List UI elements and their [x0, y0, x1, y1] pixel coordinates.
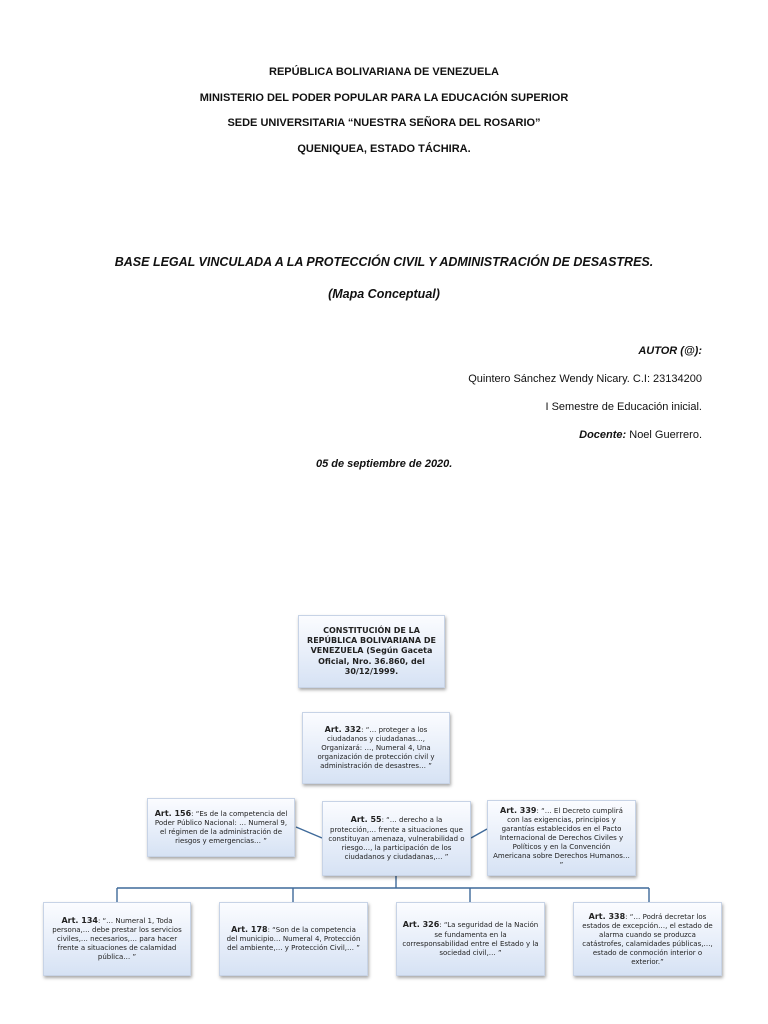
- constitution-text: CONSTITUCIÓN DE LA REPÚBLICA BOLIVARIANA DE VENEZUELA (Según Gaceta Oficial, Nro. 36.860, del 30/12/1999.: [307, 625, 436, 676]
- art-55-text: : “… derecho a la protección,… frente a situaciones que constituyan amenaza, vulnerabilidad o riesgo…, la participación de los ciudadanos y ciudadanas,… ”: [328, 816, 465, 861]
- map-node-art-156: [147, 798, 295, 857]
- author-label: AUTOR (@):: [638, 345, 702, 357]
- connector-55-339: [471, 829, 487, 838]
- connector-156-55: [296, 827, 322, 838]
- map-node-art-339: [487, 800, 636, 876]
- document-subtitle: (Mapa Conceptual): [328, 287, 440, 301]
- art-156-text: : “Es de la competencia del Poder Público Nacional: … Numeral 9, el régimen de la administración de riesgos y emergencias… ”: [154, 809, 288, 846]
- art-326-text: : “La seguridad de la Nación se fundamenta en la corresponsabilidad entre el Estado y la sociedad civil,… ”: [402, 921, 539, 957]
- map-node-art-55: [322, 801, 471, 876]
- art-134-text: : “… Numeral 1, Toda persona,… debe prestar los servicios civiles,… necesarios,… para hacer frente a situaciones de calamidad pública… ”: [52, 916, 182, 962]
- header-line-1: REPÚBLICA BOLIVARIANA DE VENEZUELA: [269, 66, 499, 78]
- teacher-label: Docente:: [579, 429, 627, 441]
- art-332-text: : “… proteger a los ciudadanos y ciudadanas…, Organizará: …, Numeral 4, Una organización de protección civil y administración de desastres… ”: [317, 725, 435, 771]
- map-node-art-332: [302, 712, 450, 784]
- header-line-4: QUENIQUEA, ESTADO TÁCHIRA.: [297, 143, 471, 155]
- art-156-label: Art. 156: [154, 808, 192, 818]
- art-134-label: Art. 134: [61, 915, 98, 925]
- map-node-art-338: [573, 902, 722, 976]
- header-line-3: SEDE UNIVERSITARIA “NUESTRA SEÑORA DEL ROSARIO”: [227, 117, 541, 129]
- map-node-art-326: [396, 902, 545, 976]
- author-name: Quintero Sánchez Wendy Nicary. C.I: 23134200: [468, 373, 702, 385]
- map-node-art-134: [43, 902, 191, 976]
- document-title: BASE LEGAL VINCULADA A LA PROTECCIÓN CIVIL Y ADMINISTRACIÓN DE DESASTRES.: [114, 255, 654, 269]
- art-178-text: : “Son de la competencia del municipio… Numeral 4, Protección del ambiente,… y Protección Civil,… ”: [226, 925, 361, 953]
- art-338-text: : “… Podrá decretar los estados de excepción…, el estado de alarma cuando se produzca catástrofes, calamidades públicas,…, estado de conmoción interior o exterior.”: [582, 912, 713, 966]
- art-338-label: Art. 338: [588, 911, 626, 921]
- teacher-name: Noel Guerrero.: [626, 429, 702, 441]
- map-node-art-178: [219, 902, 368, 976]
- header-line-2: MINISTERIO DEL PODER POPULAR PARA LA EDUCACIÓN SUPERIOR: [199, 92, 569, 104]
- author-semester: I Semestre de Educación inicial.: [545, 401, 702, 413]
- art-339-label: Art. 339: [500, 806, 537, 816]
- art-178-label: Art. 178: [231, 924, 268, 934]
- map-node-constitution: [298, 615, 445, 688]
- document-date: 05 de septiembre de 2020.: [316, 458, 453, 470]
- art-55-label: Art. 55: [350, 815, 382, 825]
- art-332-label: Art. 332: [324, 724, 362, 734]
- art-339-text: : “… El Decreto cumplirá con las exigencias, principios y garantías establecidos en el Pacto Internacional de Derechos Civiles y Políticos y en la Convención Americana sobre Derechos Humanos… ”: [493, 807, 630, 870]
- art-326-label: Art. 326: [402, 920, 440, 930]
